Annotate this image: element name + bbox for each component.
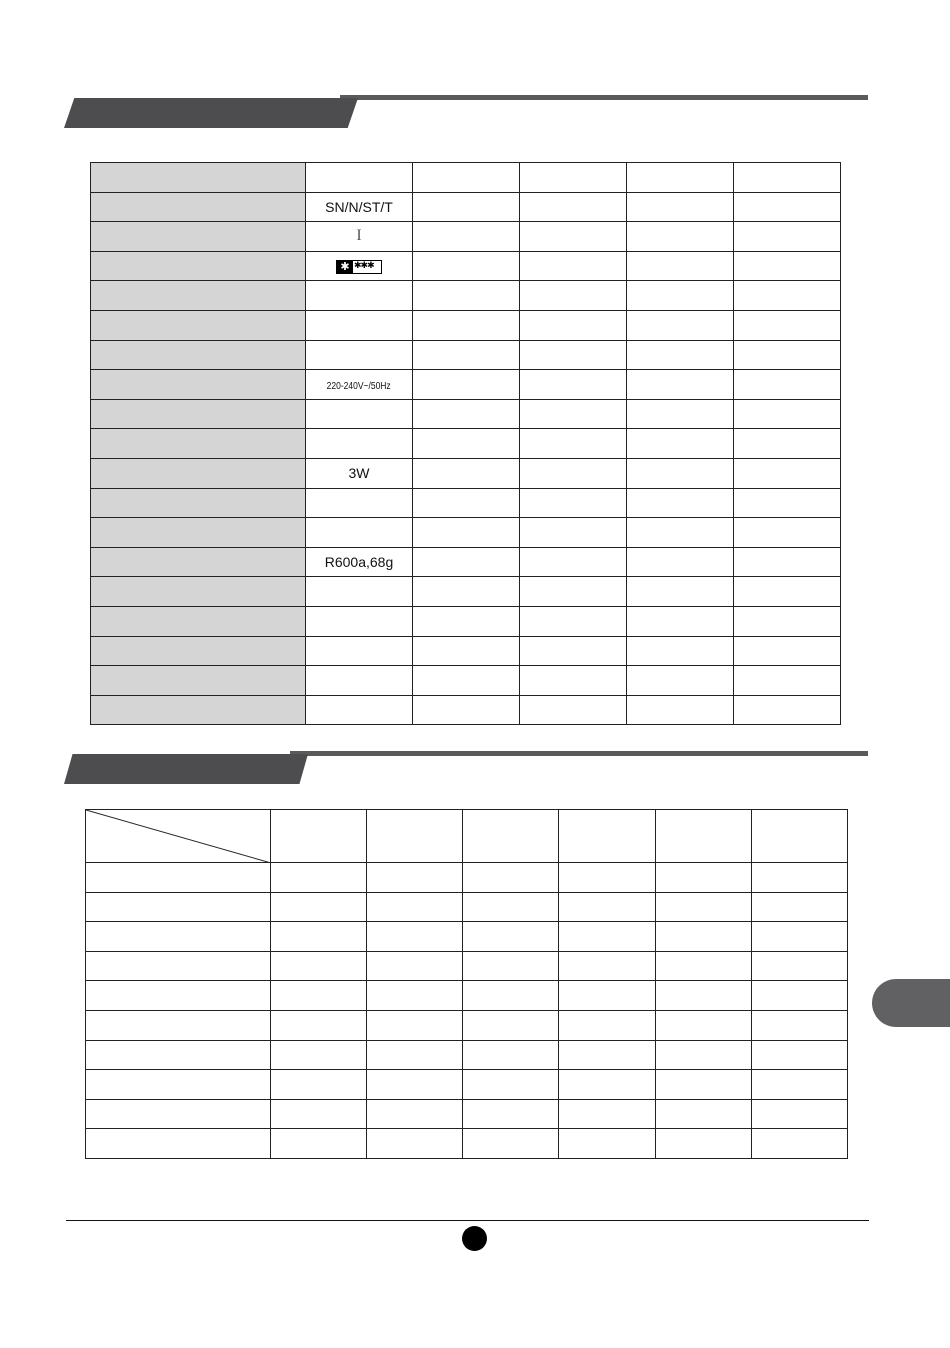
- spec-value-cell: [413, 636, 520, 666]
- spec-value-cell: [413, 458, 520, 488]
- spec-value-cell: [627, 370, 734, 400]
- spec-value-cell: [734, 606, 841, 636]
- spec-value-cell: [734, 251, 841, 281]
- grid-cell: [463, 981, 559, 1011]
- spec-value-cell: [520, 488, 627, 518]
- grid-cell: [367, 951, 463, 981]
- spec-value-cell: [306, 518, 413, 548]
- spec-value-cell: [520, 429, 627, 459]
- specification-table: [90, 162, 841, 725]
- grid-cell: [463, 892, 559, 922]
- spec-label-cell: [91, 547, 306, 577]
- grid-cell: [655, 810, 751, 863]
- spec-value-cell: [734, 222, 841, 252]
- grid-cell: [751, 1129, 847, 1159]
- spec-value-cell: [734, 310, 841, 340]
- grid-cell: [86, 1099, 271, 1129]
- spec-value-cell: [520, 606, 627, 636]
- spec-value-cell: [520, 370, 627, 400]
- grid-cell: [559, 1010, 655, 1040]
- grid-cell: [367, 810, 463, 863]
- grid-row: [86, 1129, 848, 1159]
- grid-cell: [271, 922, 367, 952]
- spec-value-cell: [627, 577, 734, 607]
- spec-label-cell: [91, 370, 306, 400]
- grid-cell: [367, 1129, 463, 1159]
- spec-label-cell: [91, 399, 306, 429]
- grid-cell: [751, 892, 847, 922]
- spec-label-cell: [91, 577, 306, 607]
- grid-cell: [751, 1070, 847, 1100]
- grid-cell: [86, 863, 271, 893]
- grid-cell: [655, 981, 751, 1011]
- spec-value-cell: [306, 310, 413, 340]
- grid-cell: [655, 1040, 751, 1070]
- spec-row: [91, 399, 841, 429]
- spec-value-cell: [413, 310, 520, 340]
- grid-cell: [463, 951, 559, 981]
- spec-value-cell: [520, 251, 627, 281]
- grid-row: [86, 1010, 848, 1040]
- grid-cell: [751, 922, 847, 952]
- spec-value-cell: [520, 636, 627, 666]
- grid-row: [86, 981, 848, 1011]
- grid-cell: [655, 1070, 751, 1100]
- spec-label-cell: [91, 636, 306, 666]
- grid-cell: [655, 1099, 751, 1129]
- spec-value-cell: [520, 222, 627, 252]
- spec-value-cell: [734, 695, 841, 725]
- spec-value-cell: [413, 370, 520, 400]
- grid-cell: [271, 892, 367, 922]
- spec-value-cell: [306, 399, 413, 429]
- spec-value-cell: [306, 458, 413, 488]
- grid-cell: [86, 1129, 271, 1159]
- spec-row: [91, 429, 841, 459]
- grid-cell: [559, 810, 655, 863]
- grid-cell: [559, 892, 655, 922]
- grid-cell: [463, 1129, 559, 1159]
- spec-value-cell: [413, 518, 520, 548]
- spec-value-cell: [627, 222, 734, 252]
- spec-label-cell: [91, 340, 306, 370]
- grid-cell: [86, 892, 271, 922]
- grid-cell: [751, 863, 847, 893]
- section-header-tab: [64, 98, 358, 128]
- spec-value-cell: [627, 310, 734, 340]
- spec-row: [91, 281, 841, 311]
- spec-row: [91, 222, 841, 252]
- spec-value-cell: [734, 429, 841, 459]
- grid-cell: [463, 1010, 559, 1040]
- spec-label-cell: [91, 192, 306, 222]
- star-rating-icon: ✱ ✱✱✱: [336, 260, 382, 274]
- grid-row: [86, 892, 848, 922]
- spec-value-cell: [413, 488, 520, 518]
- spec-label-cell: [91, 281, 306, 311]
- spec-value-cell: [520, 163, 627, 193]
- spec-value-cell: [306, 281, 413, 311]
- grid-cell: [559, 951, 655, 981]
- grid-cell: [367, 1070, 463, 1100]
- spec-value-cell: [627, 399, 734, 429]
- spec-value-text: 220-240V~/50Hz: [326, 381, 392, 393]
- spec-row: [91, 458, 841, 488]
- spec-value-cell: [627, 458, 734, 488]
- grid-cell: [271, 1070, 367, 1100]
- grid-row: [86, 810, 848, 863]
- grid-cell: [271, 810, 367, 863]
- spec-value-cell: [520, 695, 627, 725]
- section-header-tab: [64, 754, 308, 784]
- spec-value-cell: [306, 251, 413, 281]
- spec-value-cell: [734, 340, 841, 370]
- grid-cell: [559, 1070, 655, 1100]
- spec-row: [91, 577, 841, 607]
- spec-value-cell: [627, 488, 734, 518]
- spec-value-cell: [413, 577, 520, 607]
- grid-cell: [86, 1010, 271, 1040]
- spec-value-cell: [734, 399, 841, 429]
- diagonal-line: [86, 810, 271, 863]
- spec-value-cell: [627, 606, 734, 636]
- grid-cell: [463, 810, 559, 863]
- grid-cell: [655, 951, 751, 981]
- spec-value-cell: [306, 666, 413, 696]
- footer-line: [66, 1220, 869, 1221]
- spec-row: [91, 606, 841, 636]
- spec-value-cell: [734, 458, 841, 488]
- spec-label-cell: [91, 488, 306, 518]
- spec-value-cell: [520, 310, 627, 340]
- grid-cell: [655, 1129, 751, 1159]
- spec-value-cell: [734, 370, 841, 400]
- spec-value-cell: [627, 695, 734, 725]
- spec-value-cell: [520, 577, 627, 607]
- spec-value-cell: [413, 547, 520, 577]
- spec-value-cell: [520, 281, 627, 311]
- spec-value-cell: [306, 606, 413, 636]
- spec-value-cell: [734, 488, 841, 518]
- spec-row: [91, 163, 841, 193]
- spec-value-cell: [520, 458, 627, 488]
- spec-value-cell: [306, 429, 413, 459]
- spec-value-cell: [627, 429, 734, 459]
- spec-value-text: SN/N/ST/T: [325, 198, 393, 215]
- diagonal-header-cell: [86, 810, 271, 863]
- spec-value-cell: [627, 636, 734, 666]
- troubleshooting-table: [85, 809, 848, 1159]
- spec-label-cell: [91, 695, 306, 725]
- grid-row: [86, 922, 848, 952]
- spec-value-cell: [306, 163, 413, 193]
- spec-value-cell: [734, 163, 841, 193]
- spec-value-cell: [734, 666, 841, 696]
- grid-cell: [559, 863, 655, 893]
- spec-row: [91, 192, 841, 222]
- spec-value-cell: [413, 399, 520, 429]
- spec-value-cell: [306, 222, 413, 252]
- grid-cell: [463, 1099, 559, 1129]
- language-side-tab: [872, 979, 950, 1027]
- grid-cell: [86, 1070, 271, 1100]
- spec-value-cell: [306, 370, 413, 400]
- grid-cell: [559, 1040, 655, 1070]
- grid-cell: [655, 892, 751, 922]
- spec-row: [91, 547, 841, 577]
- spec-value-cell: [627, 340, 734, 370]
- grid-cell: [463, 922, 559, 952]
- grid-cell: [367, 1010, 463, 1040]
- spec-row: [91, 370, 841, 400]
- grid-cell: [86, 922, 271, 952]
- spec-value-cell: [734, 636, 841, 666]
- grid-cell: [559, 1099, 655, 1129]
- section-divider-line: [290, 751, 868, 756]
- spec-value-cell: [306, 695, 413, 725]
- spec-value-cell: [734, 547, 841, 577]
- spec-value-cell: [413, 222, 520, 252]
- spec-label-cell: [91, 222, 306, 252]
- spec-value-cell: [306, 192, 413, 222]
- spec-row: [91, 518, 841, 548]
- grid-cell: [271, 863, 367, 893]
- spec-value-cell: [520, 666, 627, 696]
- grid-cell: [367, 981, 463, 1011]
- spec-value-cell: [413, 695, 520, 725]
- grid-cell: [271, 981, 367, 1011]
- grid-row: [86, 1070, 848, 1100]
- spec-value-cell: [627, 281, 734, 311]
- spec-label-cell: [91, 666, 306, 696]
- spec-row: [91, 488, 841, 518]
- spec-value-cell: [734, 192, 841, 222]
- spec-row: [91, 695, 841, 725]
- spec-row: [91, 340, 841, 370]
- spec-value-cell: [413, 192, 520, 222]
- grid-cell: [271, 1099, 367, 1129]
- grid-cell: [86, 981, 271, 1011]
- spec-value-cell: [413, 281, 520, 311]
- spec-value-cell: [413, 251, 520, 281]
- spec-value-cell: [520, 547, 627, 577]
- spec-label-cell: [91, 458, 306, 488]
- grid-cell: [559, 1129, 655, 1159]
- grid-row: [86, 863, 848, 893]
- spec-label-cell: [91, 310, 306, 340]
- spec-value-text: 3W: [348, 465, 370, 482]
- spec-value-cell: [627, 666, 734, 696]
- spec-value-cell: [734, 281, 841, 311]
- spec-value-cell: [627, 192, 734, 222]
- spec-value-cell: [627, 547, 734, 577]
- spec-value-cell: [627, 251, 734, 281]
- grid-row: [86, 1099, 848, 1129]
- spec-value-cell: [306, 488, 413, 518]
- spec-value-cell: [413, 666, 520, 696]
- spec-value-cell: [413, 163, 520, 193]
- grid-cell: [559, 981, 655, 1011]
- spec-label-cell: [91, 251, 306, 281]
- spec-row: [91, 636, 841, 666]
- grid-cell: [751, 1010, 847, 1040]
- grid-cell: [463, 863, 559, 893]
- spec-row: [91, 251, 841, 281]
- grid-cell: [86, 951, 271, 981]
- spec-value-cell: [413, 429, 520, 459]
- spec-label-cell: [91, 606, 306, 636]
- spec-value-cell: [306, 547, 413, 577]
- spec-value-cell: [520, 518, 627, 548]
- spec-value-cell: [520, 340, 627, 370]
- spec-value-cell: [413, 606, 520, 636]
- spec-value-cell: [627, 518, 734, 548]
- grid-cell: [655, 922, 751, 952]
- grid-cell: [86, 1040, 271, 1070]
- grid-cell: [271, 1129, 367, 1159]
- grid-cell: [271, 1010, 367, 1040]
- spec-value-cell: [734, 577, 841, 607]
- grid-cell: [463, 1070, 559, 1100]
- grid-cell: [751, 1040, 847, 1070]
- spec-value-cell: [520, 192, 627, 222]
- grid-cell: [367, 1099, 463, 1129]
- grid-cell: [367, 892, 463, 922]
- spec-label-cell: [91, 163, 306, 193]
- spec-value-cell: [306, 577, 413, 607]
- spec-label-cell: [91, 518, 306, 548]
- spec-value-cell: [520, 399, 627, 429]
- page-number-marker: [462, 1226, 487, 1251]
- grid-cell: [655, 863, 751, 893]
- grid-cell: [463, 1040, 559, 1070]
- grid-cell: [367, 1040, 463, 1070]
- grid-cell: [655, 1010, 751, 1040]
- grid-cell: [367, 863, 463, 893]
- grid-row: [86, 1040, 848, 1070]
- grid-cell: [751, 951, 847, 981]
- spec-value-cell: [306, 340, 413, 370]
- spec-row: [91, 310, 841, 340]
- spec-value-text: R600a,68g: [324, 554, 394, 571]
- spec-value-cell: [413, 340, 520, 370]
- grid-cell: [751, 810, 847, 863]
- grid-cell: [367, 922, 463, 952]
- grid-cell: [559, 922, 655, 952]
- spec-label-cell: [91, 429, 306, 459]
- spec-value-cell: [306, 636, 413, 666]
- section-divider-line: [340, 95, 868, 100]
- spec-value-cell: [627, 163, 734, 193]
- spec-row: [91, 666, 841, 696]
- grid-cell: [271, 951, 367, 981]
- grid-cell: [751, 1099, 847, 1129]
- grid-cell: [751, 981, 847, 1011]
- spec-value-cell: [734, 518, 841, 548]
- spec-value-text: I: [356, 227, 362, 245]
- grid-row: [86, 951, 848, 981]
- grid-cell: [271, 1040, 367, 1070]
